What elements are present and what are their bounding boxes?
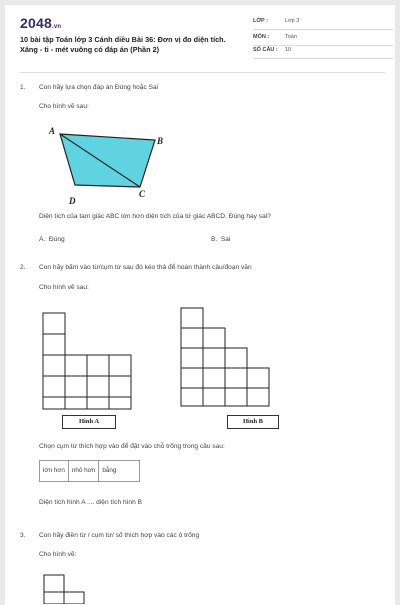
label-shape-b: Hình B (227, 415, 279, 429)
choice-equal[interactable]: bằng (102, 467, 117, 474)
q2-instruction: Chọn cụm từ thích hợp vào để đặt vào chỗ trống trong câu sau: (39, 443, 225, 450)
shape-a-squares (43, 313, 131, 409)
point-label-c: C (139, 189, 146, 199)
label-shape-a: Hình A (62, 415, 116, 429)
site-logo[interactable]: 2048.vn (20, 15, 62, 31)
q2-intro: Cho hình vẽ sau: (39, 284, 89, 291)
choice-larger[interactable]: lớn hơn (40, 461, 69, 481)
shape-b-grid (180, 307, 280, 407)
q1-option-a[interactable] (39, 236, 65, 243)
point-label-d: D (69, 196, 76, 206)
shape-b-squares (181, 308, 269, 406)
meta-subject: MÔN : Toán (253, 34, 393, 46)
option-b-text: Sai (220, 236, 231, 243)
meta-question-count: SỐ CÂU : 10 (253, 47, 393, 59)
q2-prompt: Con hãy bấm vào từ/cụm từ sau đó kéo thả để hoàn thành câu/đoạn văn (39, 264, 252, 271)
worksheet-page (5, 5, 395, 605)
q1-quadrilateral-figure (45, 122, 205, 207)
option-a-letter: A. (39, 236, 46, 243)
option-b-letter: B. (211, 236, 218, 243)
choice-smaller[interactable]: nhỏ hơn (69, 461, 99, 481)
point-label-b: B (157, 136, 164, 146)
point-label-a: A (49, 126, 56, 136)
q1-question: Diện tích của tam giác ABC lớn hơn diện tích của tứ giác ABCD. Đúng hay sai? (39, 213, 271, 220)
header (5, 5, 395, 65)
q3-number: 3. (20, 532, 26, 539)
q3-prompt: Con hãy điền từ / cụm từ/ số thích hợp vào các ô trống (39, 532, 200, 539)
quadrilateral-abcd (60, 134, 155, 187)
q1-intro: Cho hình vẽ sau: (39, 103, 89, 110)
q2-number: 2. (20, 264, 26, 271)
q1-prompt: Con hãy lựa chọn đáp án Đúng hoặc Sai (39, 84, 159, 91)
q1-option-b[interactable] (211, 236, 230, 243)
drag-choices (39, 460, 140, 482)
header-divider (20, 72, 385, 73)
option-a-text: Đúng (48, 236, 65, 243)
q1-number: 1. (20, 84, 26, 91)
meta-grade: LỚP : Lớp 3 (253, 18, 393, 30)
q3-intro: Cho hình vẽ: (39, 551, 77, 558)
shape-a-grid-full (42, 310, 142, 410)
document-title: 10 bài tập Toán lớp 3 Cánh diều Bài 36: Đơn vị đo diện tích. Xăng - ti - mét vuông có đáp án (Phần 2) (20, 35, 226, 54)
q2-sentence: Diện tích hình A .... diện tích hình B (39, 499, 143, 506)
